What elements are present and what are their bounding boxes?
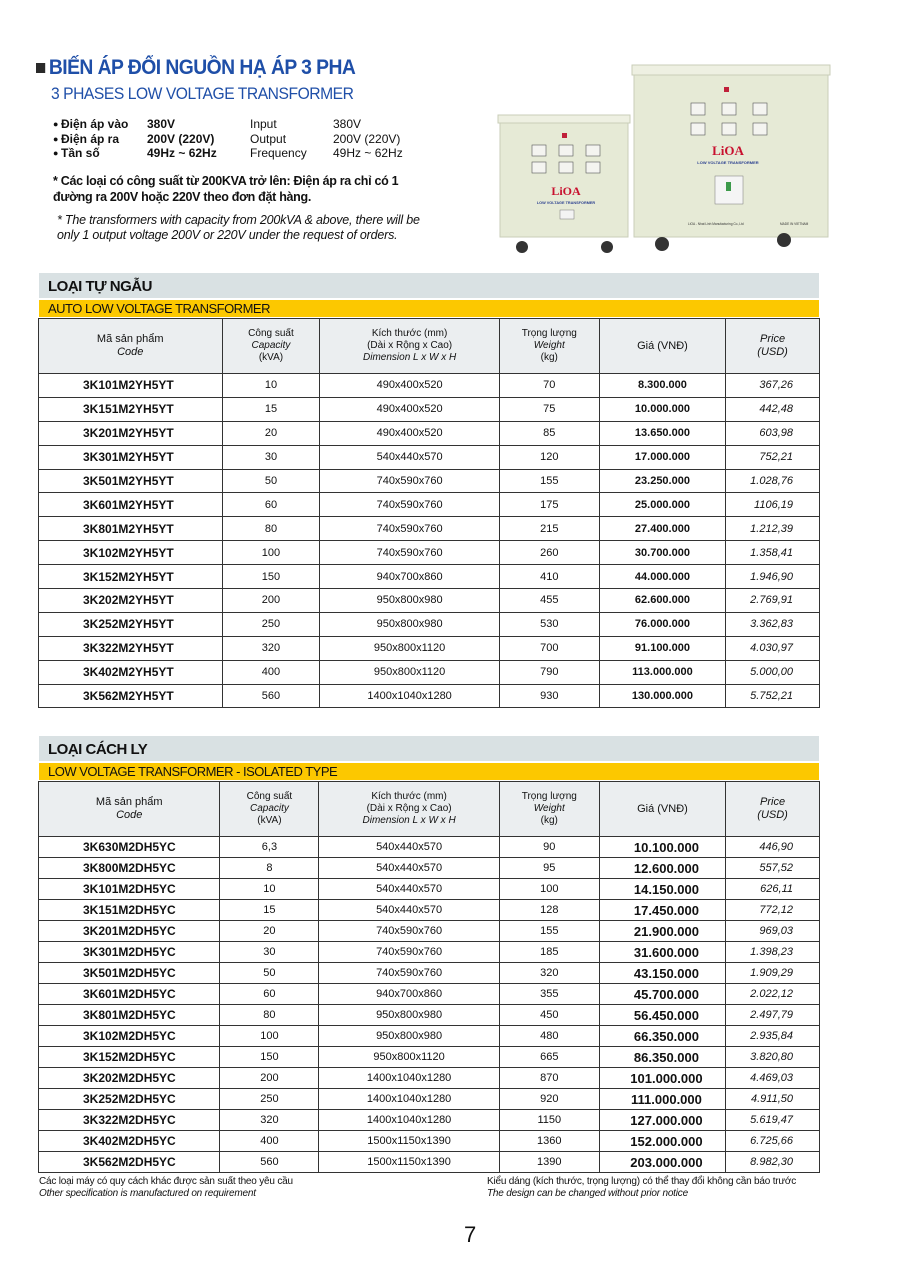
cell-price-usd: 3.820,80 (726, 1047, 820, 1068)
table-body (39, 837, 820, 1173)
table-row (39, 517, 820, 541)
cell-dimension: 940x700x860 (320, 565, 499, 589)
cell-weight: 410 (499, 565, 599, 589)
cell-weight: 90 (499, 837, 599, 858)
footer-note-right-en: The design can be changed without prior notice (487, 1188, 688, 1199)
spec-label-vn: Điện áp ra (61, 131, 120, 146)
table-row (39, 984, 820, 1005)
table-row (39, 469, 820, 493)
cell-dimension: 490x400x520 (320, 421, 499, 445)
cell-price-vnd: 203.000.000 (599, 1152, 725, 1173)
footer-note-right (487, 1176, 796, 1200)
cell-weight: 85 (499, 421, 599, 445)
cell-capacity: 250 (222, 612, 320, 636)
cell-price-vnd: 14.150.000 (599, 879, 725, 900)
cell-price-vnd: 12.600.000 (599, 858, 725, 879)
large-transformer-icon (632, 65, 830, 251)
cell-product-code: 3K800M2DH5YC (39, 858, 220, 879)
cell-dimension: 490x400x520 (320, 397, 499, 421)
cell-dimension: 1500x1150x1390 (319, 1131, 499, 1152)
cell-price-vnd: 86.350.000 (599, 1047, 725, 1068)
cell-dimension: 1400x1040x1280 (320, 684, 499, 708)
cell-weight: 480 (499, 1026, 599, 1047)
table-row (39, 684, 820, 708)
cell-dimension: 540x440x570 (319, 858, 499, 879)
cell-capacity: 400 (220, 1131, 319, 1152)
cell-capacity: 100 (222, 541, 320, 565)
page-title-vn: BIẾN ÁP ĐỔI NGUỒN HẠ ÁP 3 PHA (48, 56, 356, 79)
cell-weight: 100 (499, 879, 599, 900)
cell-capacity: 80 (222, 517, 320, 541)
cell-product-code: 3K562M2DH5YC (39, 1152, 220, 1173)
cell-price-vnd: 130.000.000 (599, 684, 725, 708)
cell-weight: 790 (499, 660, 599, 684)
cell-price-usd: 446,90 (726, 837, 820, 858)
cell-dimension: 950x800x1120 (319, 1047, 499, 1068)
note-vn: * Các loại có công suất từ 200KVA trở lên: Điện áp ra chỉ có 1 đường ra 200V hoặc 220V theo đơn đặt hàng. (53, 174, 399, 204)
cell-dimension: 950x800x980 (319, 1026, 499, 1047)
cell-product-code: 3K252M2DH5YC (39, 1089, 220, 1110)
table-row (39, 879, 820, 900)
spec-value-vn: 380V (147, 117, 176, 131)
cell-product-code: 3K202M2DH5YC (39, 1068, 220, 1089)
cell-price-vnd: 152.000.000 (599, 1131, 725, 1152)
cell-price-usd: 2.769,91 (726, 589, 820, 613)
page-title (36, 56, 355, 80)
cell-price-vnd: 44.000.000 (599, 565, 725, 589)
cell-product-code: 3K601M2DH5YC (39, 984, 220, 1005)
cell-weight: 930 (499, 684, 599, 708)
cell-weight: 175 (499, 493, 599, 517)
cell-price-usd: 2.497,79 (726, 1005, 820, 1026)
table-row (39, 1152, 820, 1173)
cell-dimension: 740x590x760 (319, 942, 499, 963)
spec-list (53, 117, 423, 161)
col-header-capacity: Công suất Capacity (kVA) (220, 782, 319, 837)
table-row (39, 1110, 820, 1131)
cell-dimension: 950x800x1120 (320, 660, 499, 684)
cell-price-vnd: 17.000.000 (599, 445, 725, 469)
cell-price-vnd: 10.000.000 (599, 397, 725, 421)
cell-product-code: 3K801M2DH5YC (39, 1005, 220, 1026)
table-row (39, 1131, 820, 1152)
table-row (39, 589, 820, 613)
cell-price-usd: 4.030,97 (726, 636, 820, 660)
cell-dimension: 740x590x760 (319, 921, 499, 942)
cell-price-usd: 1106,19 (726, 493, 820, 517)
spec-value-en: 200V (220V) (333, 131, 401, 146)
cell-capacity: 20 (220, 921, 319, 942)
cell-product-code: 3K601M2YH5YT (39, 493, 223, 517)
cell-capacity: 60 (222, 493, 320, 517)
cell-weight: 870 (499, 1068, 599, 1089)
cell-product-code: 3K402M2YH5YT (39, 660, 223, 684)
cell-weight: 920 (499, 1089, 599, 1110)
cell-product-code: 3K201M2YH5YT (39, 421, 223, 445)
table-row (39, 445, 820, 469)
cell-price-usd: 3.362,83 (726, 612, 820, 636)
svg-text:LOW VOLTAGE TRANSFORMER: LOW VOLTAGE TRANSFORMER (697, 160, 759, 165)
cell-capacity: 250 (220, 1089, 319, 1110)
table-body (39, 374, 820, 708)
cell-weight: 95 (499, 858, 599, 879)
cell-product-code: 3K501M2YH5YT (39, 469, 223, 493)
cell-dimension: 940x700x860 (319, 984, 499, 1005)
cell-price-vnd: 25.000.000 (599, 493, 725, 517)
table-row (39, 1089, 820, 1110)
cell-capacity: 80 (220, 1005, 319, 1026)
col-header-price-usd: Price (USD) (726, 782, 820, 837)
col-header-dimension: Kích thước (mm) (Dài x Rộng x Cao) Dimension L x W x H (319, 782, 499, 837)
spec-value-en: 49Hz ~ 62Hz (333, 146, 403, 160)
cell-price-vnd: 13.650.000 (599, 421, 725, 445)
col-header-weight: Trọng lượng Weight (kg) (499, 319, 599, 374)
table-row (39, 374, 820, 398)
cell-price-vnd: 56.450.000 (599, 1005, 725, 1026)
cell-weight: 155 (499, 921, 599, 942)
cell-dimension: 950x800x1120 (320, 636, 499, 660)
cell-price-vnd: 10.100.000 (599, 837, 725, 858)
cell-capacity: 320 (220, 1110, 319, 1131)
cell-product-code: 3K201M2DH5YC (39, 921, 220, 942)
cell-price-usd: 1.212,39 (726, 517, 820, 541)
cell-dimension: 740x590x760 (319, 963, 499, 984)
cell-capacity: 50 (222, 469, 320, 493)
table-row (39, 541, 820, 565)
table-row (39, 565, 820, 589)
spec-label-en: Input (250, 117, 277, 131)
cell-price-usd: 2.935,84 (726, 1026, 820, 1047)
cell-capacity: 30 (222, 445, 320, 469)
section-title-en: LOW VOLTAGE TRANSFORMER - ISOLATED TYPE (39, 763, 819, 780)
section-title-vn: LOẠI CÁCH LY (39, 736, 819, 761)
cell-product-code: 3K301M2YH5YT (39, 445, 223, 469)
cell-price-usd: 1.909,29 (726, 963, 820, 984)
cell-product-code: 3K801M2YH5YT (39, 517, 223, 541)
cell-price-usd: 5.000,00 (726, 660, 820, 684)
cell-dimension: 1400x1040x1280 (319, 1110, 499, 1131)
spec-label-en: Frequency (250, 146, 307, 160)
svg-text:LiOA: LiOA (712, 143, 744, 158)
page-subtitle-en: 3 PHASES LOW VOLTAGE TRANSFORMER (51, 84, 354, 103)
cell-price-vnd: 45.700.000 (599, 984, 725, 1005)
table-row (39, 636, 820, 660)
cell-capacity: 8 (220, 858, 319, 879)
cell-product-code: 3K152M2DH5YC (39, 1047, 220, 1068)
table-row (39, 1005, 820, 1026)
cell-weight: 700 (499, 636, 599, 660)
cell-capacity: 10 (222, 374, 320, 398)
cell-price-vnd: 23.250.000 (599, 469, 725, 493)
cell-price-usd: 5.619,47 (726, 1110, 820, 1131)
cell-capacity: 560 (220, 1152, 319, 1173)
col-header-price-usd: Price (USD) (726, 319, 820, 374)
note-en: * The transformers with capacity from 200kVA & above, there will be only 1 output voltage 200V or 220V under the request of orders. (57, 213, 420, 242)
spec-row-frequency (53, 146, 423, 161)
product-photo (488, 63, 838, 253)
table-row (39, 612, 820, 636)
cell-capacity: 6,3 (220, 837, 319, 858)
cell-weight: 530 (499, 612, 599, 636)
footer-note-left (39, 1176, 293, 1200)
cell-price-usd: 5.752,21 (726, 684, 820, 708)
col-header-code: Mã sản phẩm Code (39, 782, 220, 837)
cell-weight: 155 (499, 469, 599, 493)
page-number: 7 (464, 1222, 477, 1247)
col-header-capacity: Công suất Capacity (kVA) (222, 319, 320, 374)
table-row (39, 397, 820, 421)
section-title-en: AUTO LOW VOLTAGE TRANSFORMER (39, 300, 819, 317)
cell-price-usd: 1.028,76 (726, 469, 820, 493)
cell-capacity: 15 (222, 397, 320, 421)
cell-weight: 1150 (499, 1110, 599, 1131)
table-row (39, 900, 820, 921)
spec-value-vn: 49Hz ~ 62Hz (147, 146, 217, 160)
cell-price-usd: 626,11 (726, 879, 820, 900)
cell-product-code: 3K152M2YH5YT (39, 565, 223, 589)
cell-price-vnd: 17.450.000 (599, 900, 725, 921)
cell-price-usd: 1.946,90 (726, 565, 820, 589)
section-title-vn: LOẠI TỰ NGẪU (39, 273, 819, 298)
cell-product-code: 3K102M2DH5YC (39, 1026, 220, 1047)
cell-price-vnd: 127.000.000 (599, 1110, 725, 1131)
cell-price-vnd: 43.150.000 (599, 963, 725, 984)
spec-label-vn: Điện áp vào (61, 117, 129, 131)
cell-dimension: 1400x1040x1280 (319, 1068, 499, 1089)
small-transformer-icon (498, 115, 630, 253)
table-row (39, 858, 820, 879)
svg-text:LiOA: LiOA (551, 184, 581, 198)
cell-price-usd: 6.725,66 (726, 1131, 820, 1152)
section-header-auto (39, 273, 819, 317)
cell-price-usd: 557,52 (726, 858, 820, 879)
table-row (39, 1026, 820, 1047)
cell-price-vnd: 21.900.000 (599, 921, 725, 942)
cell-price-usd: 4.469,03 (726, 1068, 820, 1089)
cell-capacity: 150 (220, 1047, 319, 1068)
cell-weight: 128 (499, 900, 599, 921)
cell-capacity: 320 (222, 636, 320, 660)
cell-weight: 120 (499, 445, 599, 469)
cell-dimension: 740x590x760 (320, 541, 499, 565)
section-header-isolated (39, 736, 819, 780)
cell-capacity: 400 (222, 660, 320, 684)
table-row (39, 963, 820, 984)
cell-dimension: 740x590x760 (320, 469, 499, 493)
cell-dimension: 950x800x980 (319, 1005, 499, 1026)
cell-product-code: 3K562M2YH5YT (39, 684, 223, 708)
cell-capacity: 100 (220, 1026, 319, 1047)
auto-transformer-table (38, 318, 820, 708)
cell-product-code: 3K252M2YH5YT (39, 612, 223, 636)
cell-weight: 665 (499, 1047, 599, 1068)
svg-text:LOW VOLTAGE TRANSFORMER: LOW VOLTAGE TRANSFORMER (536, 201, 596, 205)
cell-capacity: 15 (220, 900, 319, 921)
col-header-price-vnd: Giá (VNĐ) (599, 782, 725, 837)
cell-weight: 215 (499, 517, 599, 541)
spec-value-vn: 200V (220V) (147, 131, 215, 146)
cell-capacity: 60 (220, 984, 319, 1005)
spec-row-input (53, 117, 423, 132)
cell-dimension: 540x440x570 (319, 837, 499, 858)
cell-dimension: 950x800x980 (320, 612, 499, 636)
spec-value-en: 380V (333, 117, 362, 131)
cell-price-usd: 4.911,50 (726, 1089, 820, 1110)
table-row (39, 1047, 820, 1068)
cell-product-code: 3K101M2YH5YT (39, 374, 223, 398)
spec-label-en: Output (250, 131, 287, 146)
cell-dimension: 540x440x570 (319, 879, 499, 900)
cell-price-usd: 772,12 (726, 900, 820, 921)
cell-product-code: 3K322M2DH5YC (39, 1110, 220, 1131)
cell-price-usd: 442,48 (726, 397, 820, 421)
cell-price-vnd: 111.000.000 (599, 1089, 725, 1110)
cell-weight: 260 (499, 541, 599, 565)
cell-price-usd: 8.982,30 (726, 1152, 820, 1173)
table-row (39, 942, 820, 963)
cell-price-vnd: 101.000.000 (599, 1068, 725, 1089)
cell-weight: 1390 (499, 1152, 599, 1173)
cell-price-vnd: 30.700.000 (599, 541, 725, 565)
cell-weight: 1360 (499, 1131, 599, 1152)
isolated-transformer-table (38, 781, 820, 1173)
col-header-price-vnd: Giá (VNĐ) (599, 319, 725, 374)
table-row (39, 493, 820, 517)
col-header-weight: Trọng lượng Weight (kg) (499, 782, 599, 837)
table-row (39, 421, 820, 445)
cell-weight: 355 (499, 984, 599, 1005)
table-header-row (39, 319, 820, 374)
table-row (39, 1068, 820, 1089)
footer-note-right-vn: Kiểu dáng (kích thước, trọng lượng) có thể thay đổi không cần báo trước (487, 1176, 797, 1187)
cell-price-usd: 603,98 (726, 421, 820, 445)
bullet-icon: ● (53, 119, 59, 129)
title-block (36, 56, 383, 104)
cell-price-vnd: 91.100.000 (599, 636, 725, 660)
cell-weight: 185 (499, 942, 599, 963)
table-row (39, 660, 820, 684)
square-bullet-icon (36, 63, 45, 73)
cell-dimension: 1500x1150x1390 (319, 1152, 499, 1173)
cell-product-code: 3K322M2YH5YT (39, 636, 223, 660)
cell-dimension: 950x800x980 (320, 589, 499, 613)
cell-price-usd: 367,26 (726, 374, 820, 398)
cell-dimension: 540x440x570 (319, 900, 499, 921)
cell-capacity: 150 (222, 565, 320, 589)
bullet-icon: ● (53, 148, 59, 158)
cell-product-code: 3K630M2DH5YC (39, 837, 220, 858)
cell-price-vnd: 76.000.000 (599, 612, 725, 636)
spec-label-vn: Tần số (61, 146, 100, 160)
cell-price-vnd: 62.600.000 (599, 589, 725, 613)
table-row (39, 921, 820, 942)
cell-dimension: 740x590x760 (320, 517, 499, 541)
svg-text:MADE IN VIETNAM: MADE IN VIETNAM (780, 222, 809, 226)
cell-capacity: 200 (220, 1068, 319, 1089)
col-header-code: Mã sản phẩm Code (39, 319, 223, 374)
cell-product-code: 3K301M2DH5YC (39, 942, 220, 963)
cell-price-usd: 1.398,23 (726, 942, 820, 963)
cell-price-vnd: 27.400.000 (599, 517, 725, 541)
cell-dimension: 490x400x520 (320, 374, 499, 398)
footer-note-left-vn: Các loại máy có quy cách khác được sản suất theo yêu cầu (39, 1176, 293, 1187)
cell-weight: 70 (499, 374, 599, 398)
cell-capacity: 560 (222, 684, 320, 708)
cell-capacity: 200 (222, 589, 320, 613)
cell-weight: 450 (499, 1005, 599, 1026)
col-header-dimension: Kích thước (mm) (Dài x Rộng x Cao) Dimension L x W x H (320, 319, 499, 374)
cell-price-vnd: 66.350.000 (599, 1026, 725, 1047)
cell-product-code: 3K151M2YH5YT (39, 397, 223, 421)
cell-product-code: 3K101M2DH5YC (39, 879, 220, 900)
cell-product-code: 3K102M2YH5YT (39, 541, 223, 565)
cell-capacity: 20 (222, 421, 320, 445)
cell-dimension: 1400x1040x1280 (319, 1089, 499, 1110)
cell-price-usd: 2.022,12 (726, 984, 820, 1005)
footer-note-left-en: Other specification is manufactured on requirement (39, 1188, 256, 1199)
bullet-icon: ● (53, 133, 59, 144)
cell-product-code: 3K202M2YH5YT (39, 589, 223, 613)
cell-product-code: 3K402M2DH5YC (39, 1131, 220, 1152)
cell-price-usd: 1.358,41 (726, 541, 820, 565)
cell-product-code: 3K151M2DH5YC (39, 900, 220, 921)
cell-capacity: 50 (220, 963, 319, 984)
spec-row-output (53, 132, 423, 147)
cell-capacity: 30 (220, 942, 319, 963)
cell-dimension: 540x440x570 (320, 445, 499, 469)
cell-price-usd: 969,03 (726, 921, 820, 942)
cell-dimension: 740x590x760 (320, 493, 499, 517)
svg-text:LiOA - Nhat Linh Manufacturing: LiOA - Nhat Linh Manufacturing Co.,Ltd (688, 222, 744, 226)
cell-weight: 320 (499, 963, 599, 984)
table-row (39, 837, 820, 858)
cell-price-vnd: 113.000.000 (599, 660, 725, 684)
cell-price-usd: 752,21 (726, 445, 820, 469)
table-header-row (39, 782, 820, 837)
cell-price-vnd: 8.300.000 (599, 374, 725, 398)
cell-weight: 75 (499, 397, 599, 421)
cell-capacity: 10 (220, 879, 319, 900)
cell-product-code: 3K501M2DH5YC (39, 963, 220, 984)
cell-price-vnd: 31.600.000 (599, 942, 725, 963)
cell-weight: 455 (499, 589, 599, 613)
